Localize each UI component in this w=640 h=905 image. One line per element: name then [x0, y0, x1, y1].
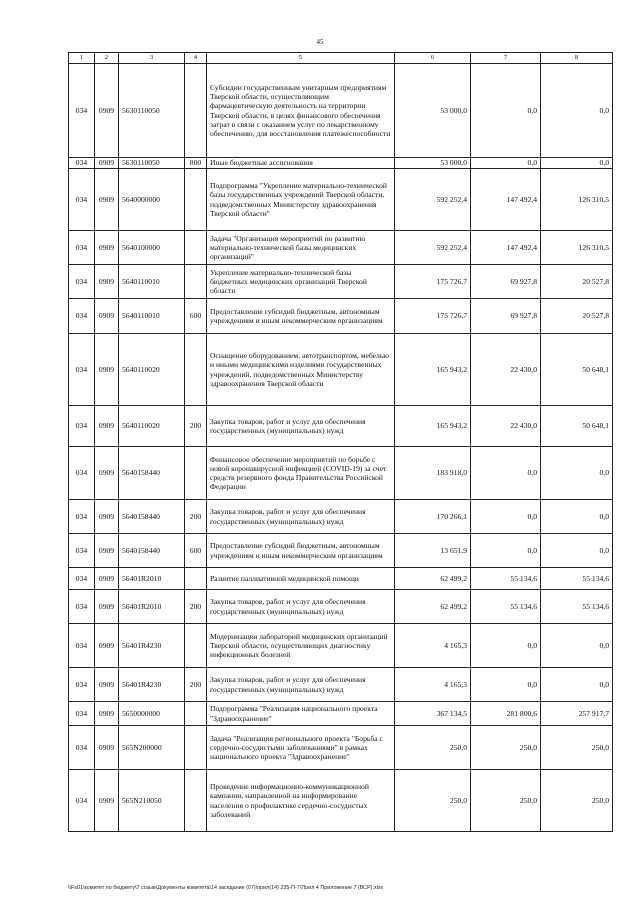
- cell-amount-year3: 0,0: [541, 668, 613, 702]
- cell-amount-year2: 0,0: [471, 668, 541, 702]
- cell-amount-year1: 53 000,0: [395, 158, 471, 169]
- cell-section-code: 0909: [95, 334, 119, 406]
- cell-description: Предоставление субсидий бюджетным, автономным учреждениям и иным некоммерческим организациям: [207, 534, 395, 568]
- cell-ministry-code: 034: [69, 447, 95, 500]
- cell-amount-year1: 592 252,4: [395, 231, 471, 265]
- header-col-4: 4: [185, 53, 207, 64]
- table-row: [69, 299, 613, 334]
- cell-amount-year3: 0,0: [541, 158, 613, 169]
- table-row: [69, 265, 613, 299]
- cell-section-code: 0909: [95, 534, 119, 568]
- cell-description: Закупка товаров, работ и услуг для обеспечения государственных (муниципальных) нужд: [207, 500, 395, 534]
- cell-expense-type: [185, 770, 207, 832]
- table-row: [69, 624, 613, 668]
- cell-description: Оснащение оборудованием, автотранспортом, мебелью и иными медицинскими изделиями государственных учреждений, подведомственных Министерству здравоохранения Тверской области: [207, 334, 395, 406]
- cell-section-code: 0909: [95, 406, 119, 447]
- cell-section-code: 0909: [95, 590, 119, 624]
- cell-ministry-code: 034: [69, 726, 95, 770]
- cell-ministry-code: 034: [69, 702, 95, 726]
- cell-amount-year2: 0,0: [471, 158, 541, 169]
- cell-amount-year2: 0,0: [471, 64, 541, 158]
- cell-amount-year2: 22 430,0: [471, 334, 541, 406]
- cell-amount-year3: 50 648,1: [541, 406, 613, 447]
- table-row: [69, 702, 613, 726]
- cell-ministry-code: 034: [69, 500, 95, 534]
- cell-amount-year2: 147 492,4: [471, 231, 541, 265]
- table-row: [69, 668, 613, 702]
- cell-ministry-code: 034: [69, 169, 95, 231]
- cell-amount-year1: 175 726,7: [395, 299, 471, 334]
- cell-expense-type: 800: [185, 158, 207, 169]
- cell-description: Субсидии государственным унитарным предприятиям Тверской области, осуществляющим фармацевтическую деятельность на территории Тверской области, в целях финансового обеспечения затрат в связи с оказанием услуг по лекарственному обеспечению, для восстановления платежеспособности: [207, 64, 395, 158]
- cell-ministry-code: 034: [69, 624, 95, 668]
- header-col-8: 8: [541, 53, 613, 64]
- cell-section-code: 0909: [95, 500, 119, 534]
- table-row: [69, 447, 613, 500]
- cell-target-article: 56401R2010: [119, 590, 185, 624]
- header-col-1: 1: [69, 53, 95, 64]
- cell-amount-year2: 22 430,0: [471, 406, 541, 447]
- cell-section-code: 0909: [95, 265, 119, 299]
- cell-amount-year1: 250,0: [395, 770, 471, 832]
- budget-table: [68, 52, 613, 832]
- cell-description: Финансовое обеспечение мероприятий по борьбе с новой коронавирусной инфекцией (COVID-19) за счет средств резервного фонда Правительства Российской Федерации: [207, 447, 395, 500]
- cell-description: Проведение информационно-коммуникационной кампании, направленной на информирование населения о профилактике сердечно-сосудистых заболеваний: [207, 770, 395, 832]
- cell-amount-year1: 175 726,7: [395, 265, 471, 299]
- cell-section-code: 0909: [95, 624, 119, 668]
- cell-amount-year3: 0,0: [541, 500, 613, 534]
- cell-section-code: 0909: [95, 169, 119, 231]
- cell-description: Задача "Организация мероприятий по развитию материально-технической базы медицинских организаций": [207, 231, 395, 265]
- cell-expense-type: 200: [185, 668, 207, 702]
- cell-amount-year1: 165 943,2: [395, 334, 471, 406]
- cell-description: Модернизация лабораторий медицинских организаций Тверской области, осуществляющих диагностику инфекционных болезней: [207, 624, 395, 668]
- table-body: [69, 64, 613, 832]
- cell-section-code: 0909: [95, 568, 119, 590]
- cell-expense-type: [185, 568, 207, 590]
- cell-target-article: 5640158440: [119, 500, 185, 534]
- cell-amount-year2: 55 134,6: [471, 590, 541, 624]
- cell-amount-year1: 62 499,2: [395, 568, 471, 590]
- cell-section-code: 0909: [95, 299, 119, 334]
- table-row: [69, 158, 613, 169]
- cell-description: Закупка товаров, работ и услуг для обеспечения государственных (муниципальных) нужд: [207, 406, 395, 447]
- cell-target-article: 5640110020: [119, 406, 185, 447]
- cell-expense-type: [185, 169, 207, 231]
- cell-expense-type: [185, 265, 207, 299]
- cell-expense-type: 200: [185, 590, 207, 624]
- cell-expense-type: [185, 334, 207, 406]
- cell-expense-type: [185, 447, 207, 500]
- cell-amount-year3: 0,0: [541, 64, 613, 158]
- cell-ministry-code: 034: [69, 158, 95, 169]
- cell-amount-year1: 367 134,5: [395, 702, 471, 726]
- page-number: 45: [316, 38, 324, 46]
- cell-expense-type: [185, 624, 207, 668]
- cell-target-article: 5640158440: [119, 534, 185, 568]
- cell-target-article: 5650000000: [119, 702, 185, 726]
- cell-amount-year1: 4 165,3: [395, 668, 471, 702]
- cell-description: Задача "Реализация регионального проекта "Борьба с сердечно-сосудистыми заболеваниями" в рамках национального проекта "Здравоохранение": [207, 726, 395, 770]
- table-row: [69, 590, 613, 624]
- cell-amount-year2: 69 927,8: [471, 265, 541, 299]
- cell-amount-year1: 13 651,9: [395, 534, 471, 568]
- cell-target-article: 565N210050: [119, 770, 185, 832]
- cell-expense-type: [185, 726, 207, 770]
- cell-amount-year3: 250,0: [541, 726, 613, 770]
- table-row: [69, 64, 613, 158]
- cell-section-code: 0909: [95, 447, 119, 500]
- cell-description: Иные бюджетные ассигнования: [207, 158, 395, 169]
- cell-amount-year2: 0,0: [471, 624, 541, 668]
- table-row: [69, 770, 613, 832]
- cell-amount-year1: 62 499,2: [395, 590, 471, 624]
- header-col-6: 6: [395, 53, 471, 64]
- file-path-footer: \\Fs01\комитет по бюджету\7 созыв\Документы комитета\14 заседание (07)\прил(14) 235-П-7\Прил 4 Приложение 7 (ВСР).xlsx: [68, 885, 384, 891]
- cell-amount-year1: 4 165,3: [395, 624, 471, 668]
- cell-amount-year3: 0,0: [541, 624, 613, 668]
- cell-ministry-code: 034: [69, 265, 95, 299]
- cell-expense-type: 600: [185, 299, 207, 334]
- cell-ministry-code: 034: [69, 770, 95, 832]
- cell-target-article: 5640158440: [119, 447, 185, 500]
- cell-amount-year1: 53 000,0: [395, 64, 471, 158]
- cell-target-article: 56401R2010: [119, 568, 185, 590]
- cell-ministry-code: 034: [69, 406, 95, 447]
- table-row: [69, 169, 613, 231]
- cell-target-article: 5640100000: [119, 231, 185, 265]
- cell-description: Развитие паллиативной медицинской помощи: [207, 568, 395, 590]
- cell-amount-year3: 55 134,6: [541, 590, 613, 624]
- cell-expense-type: 200: [185, 500, 207, 534]
- cell-expense-type: 200: [185, 406, 207, 447]
- cell-section-code: 0909: [95, 158, 119, 169]
- cell-description: Закупка товаров, работ и услуг для обеспечения государственных (муниципальных) нужд: [207, 668, 395, 702]
- cell-amount-year2: 0,0: [471, 447, 541, 500]
- cell-ministry-code: 034: [69, 568, 95, 590]
- table-row: [69, 534, 613, 568]
- cell-target-article: 565N200000: [119, 726, 185, 770]
- cell-target-article: 56401R4230: [119, 668, 185, 702]
- cell-description: Предоставление субсидий бюджетным, автономным учреждениям и иным некоммерческим организациям: [207, 299, 395, 334]
- cell-amount-year3: 50 648,1: [541, 334, 613, 406]
- cell-description: Укрепление материально-технической базы бюджетных медицинских организаций Тверской области: [207, 265, 395, 299]
- cell-section-code: 0909: [95, 726, 119, 770]
- cell-amount-year3: 20 527,8: [541, 265, 613, 299]
- cell-description: Подпрограмма "Укрепление материально-технической базы государственных учреждений Тверской области, подведомственных Министерству здравоохранения Тверской области": [207, 169, 395, 231]
- cell-amount-year3: 55 134,6: [541, 568, 613, 590]
- table-row: [69, 500, 613, 534]
- table-row: [69, 334, 613, 406]
- cell-amount-year2: 0,0: [471, 534, 541, 568]
- header-col-3: 3: [119, 53, 185, 64]
- cell-amount-year2: 55 134,6: [471, 568, 541, 590]
- cell-amount-year2: 250,0: [471, 770, 541, 832]
- cell-section-code: 0909: [95, 702, 119, 726]
- cell-section-code: 0909: [95, 668, 119, 702]
- cell-target-article: 56401R4230: [119, 624, 185, 668]
- cell-amount-year1: 250,0: [395, 726, 471, 770]
- cell-amount-year1: 165 943,2: [395, 406, 471, 447]
- cell-expense-type: 600: [185, 534, 207, 568]
- header-row: [69, 53, 613, 64]
- cell-section-code: 0909: [95, 770, 119, 832]
- cell-amount-year2: 0,0: [471, 500, 541, 534]
- cell-amount-year3: 257 917,7: [541, 702, 613, 726]
- cell-ministry-code: 034: [69, 299, 95, 334]
- cell-ministry-code: 034: [69, 590, 95, 624]
- cell-ministry-code: 034: [69, 64, 95, 158]
- table-row: [69, 406, 613, 447]
- cell-ministry-code: 034: [69, 334, 95, 406]
- cell-description: Подпрограмма "Реализация национального проекта "Здравоохранение": [207, 702, 395, 726]
- cell-description: Закупка товаров, работ и услуг для обеспечения государственных (муниципальных) нужд: [207, 590, 395, 624]
- header-col-7: 7: [471, 53, 541, 64]
- header-col-5: 5: [207, 53, 395, 64]
- cell-section-code: 0909: [95, 64, 119, 158]
- cell-ministry-code: 034: [69, 231, 95, 265]
- cell-expense-type: [185, 64, 207, 158]
- cell-amount-year2: 147 492,4: [471, 169, 541, 231]
- cell-section-code: 0909: [95, 231, 119, 265]
- cell-target-article: 5640110020: [119, 334, 185, 406]
- cell-amount-year3: 0,0: [541, 534, 613, 568]
- cell-target-article: 5640110010: [119, 299, 185, 334]
- cell-expense-type: [185, 702, 207, 726]
- cell-ministry-code: 034: [69, 534, 95, 568]
- cell-expense-type: [185, 231, 207, 265]
- cell-amount-year3: 126 310,5: [541, 231, 613, 265]
- cell-amount-year3: 250,0: [541, 770, 613, 832]
- cell-amount-year3: 0,0: [541, 447, 613, 500]
- cell-amount-year2: 281 800,6: [471, 702, 541, 726]
- cell-amount-year3: 20 527,8: [541, 299, 613, 334]
- cell-ministry-code: 034: [69, 668, 95, 702]
- table-row: [69, 231, 613, 265]
- cell-target-article: 5640110010: [119, 265, 185, 299]
- table-row: [69, 726, 613, 770]
- cell-amount-year2: 69 927,8: [471, 299, 541, 334]
- cell-amount-year1: 170 266,1: [395, 500, 471, 534]
- cell-target-article: 5640000000: [119, 169, 185, 231]
- cell-amount-year3: 126 310,5: [541, 169, 613, 231]
- cell-target-article: 5630110050: [119, 158, 185, 169]
- cell-target-article: 5630110050: [119, 64, 185, 158]
- cell-amount-year1: 592 252,4: [395, 169, 471, 231]
- cell-amount-year2: 250,0: [471, 726, 541, 770]
- cell-amount-year1: 183 918,0: [395, 447, 471, 500]
- table-row: [69, 568, 613, 590]
- header-col-2: 2: [95, 53, 119, 64]
